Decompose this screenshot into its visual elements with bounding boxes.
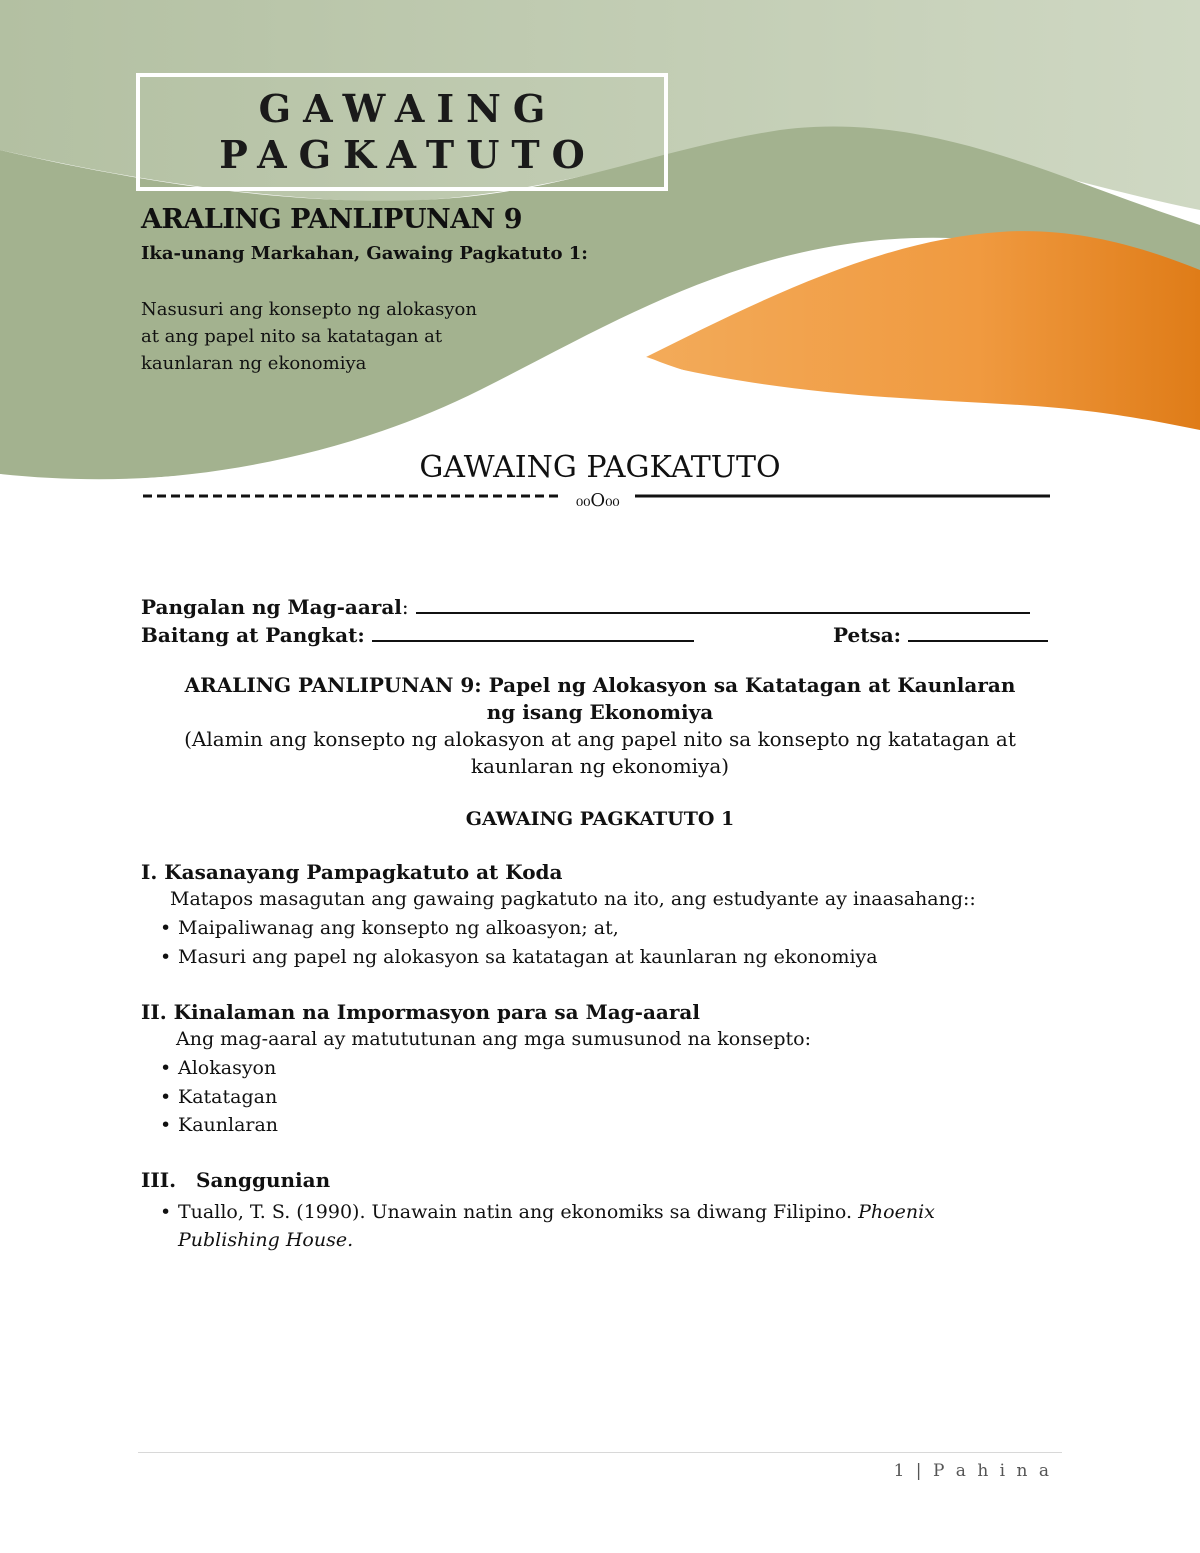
page-footer (894, 1461, 1052, 1481)
section-2-heading: II. Kinalaman na Impormasyon para sa Mag-aaral (141, 1000, 700, 1024)
name-label: Pangalan ng Mag-aaral (141, 595, 402, 619)
title-line-2: PAGKATUTO (219, 132, 597, 177)
objective-text (141, 296, 561, 377)
document-subtitle: (Alamin ang konsepto ng alokasyon at ang papel nito sa konsepto ng katatagan at kaunlaran ng ekonomiya) (184, 727, 1016, 778)
list-item: • Kaunlaran (160, 1114, 279, 1136)
list-item: • Alokasyon (160, 1057, 277, 1079)
date-field (833, 620, 1048, 647)
reference-item: • Tuallo, T. S. (1990). Unawain natin ang ekonomiks sa diwang Filipino. Phoenix Publishing House. (160, 1201, 935, 1251)
date-label: Petsa: (833, 623, 902, 647)
section-3-heading: III. Sanggunian (141, 1168, 331, 1192)
objective-line: at ang papel nito sa katatagan at (141, 326, 443, 347)
page-number: 1 (893, 1461, 908, 1481)
page-label: P a h i n a (932, 1461, 1052, 1481)
section-1-intro: Matapos masagutan ang gawaing pagkatuto na ito, ang estudyante ay inaasahang:: (170, 888, 976, 910)
footer-divider (138, 1452, 1062, 1453)
ornamental-divider (143, 482, 1050, 512)
page-heading: GAWAING PAGKATUTO (419, 450, 781, 485)
objective-line: kaunlaran ng ekonomiya (141, 353, 367, 374)
grade-section-field (141, 620, 694, 647)
objective-line: Nasusuri ang konsepto ng alokasyon (141, 299, 477, 320)
document-title: ARALING PANLIPUNAN 9: Papel ng Alokasyon sa Katatagan at Kaunlaran ng isang Ekonomiya (184, 673, 1016, 724)
subject-title: ARALING PANLIPUNAN 9 (141, 204, 523, 235)
grade-label: Baitang at Pangkat: (141, 623, 365, 647)
name-input-line[interactable] (416, 592, 1030, 614)
quarter-subtitle: Ika-unang Markahan, Gawaing Pagkatuto 1: (141, 243, 588, 264)
section-1-heading: I. Kasanayang Pampagkatuto at Koda (141, 860, 563, 884)
grade-input-line[interactable] (372, 620, 694, 642)
student-name-field: Pangalan ng Mag-aaral: (141, 592, 1030, 619)
page-separator: | (915, 1461, 925, 1481)
divider-glyph: ₀₀O₀₀ (576, 490, 620, 511)
list-item: • Masuri ang papel ng alokasyon sa katatagan at kaunlaran ng ekonomiya (160, 946, 878, 968)
list-item: • Katatagan (160, 1086, 278, 1108)
title-line-1: GAWAING (258, 86, 558, 131)
list-item: • Maipaliwanag ang konsepto ng alkoasyon; at, (160, 917, 619, 939)
date-input-line[interactable] (908, 620, 1048, 642)
activity-title: GAWAING PAGKATUTO 1 (465, 808, 735, 830)
title-box (136, 73, 668, 191)
section-2-intro: Ang mag-aaral ay matututunan ang mga sumusunod na konsepto: (176, 1028, 812, 1050)
